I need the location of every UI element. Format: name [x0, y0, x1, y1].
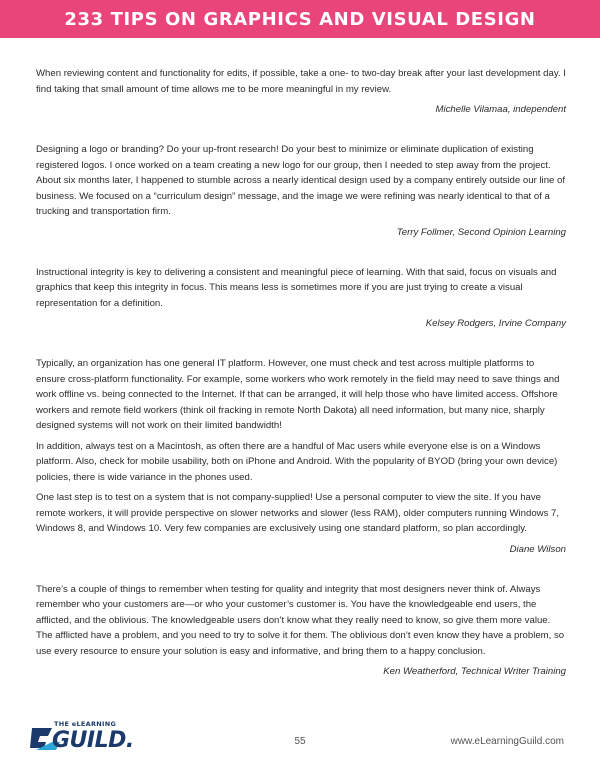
- elearning-guild-logo: [30, 718, 140, 762]
- tip-item: [36, 265, 566, 332]
- logo-small-text: THE eLEARNING: [54, 720, 117, 728]
- tip-item: [36, 582, 566, 680]
- tip-paragraph: When reviewing content and functionality for edits, if possible, take a one- to two-day break after your last development day. I find taking that small amount of time allows me to be more meaningful in my review.: [36, 68, 566, 95]
- tip-attribution: Michelle Vilamaa, independent: [435, 104, 566, 115]
- tip-paragraph: Typically, an organization has one general IT platform. However, one must check and test across multiple platforms to ensure cross-platform functionality. For example, some workers who work remotely in the field may need to save things and work offline vs. being connected to the Internet. If that can be arranged, it will help those who have limited access. Offshore workers and remote field workers (think oil fracking in remote North Dakota) all need information, but many nice, sharply designed systems will not work on their limited bandwidth!: [36, 358, 560, 431]
- tip-paragraph: There’s a couple of things to remember when testing for quality and integrity that most designers never think of. Always remember who your customers are—or who your customer’s customer is. You have the knowledgeable end users, the afflicted, and the oblivious. The knowledgeable users don’t know what they really need to know, so give them more value. The afflicted have a problem, and you need to try to solve it for them. The oblivious don’t even know they have a problem, so use every resource to ensure your solution is easy and informative, and bring them to a happy conclusion.: [36, 583, 565, 657]
- tip-attribution: Diane Wilson: [509, 543, 566, 555]
- tip-item: [36, 66, 566, 117]
- tip-attribution: Kelsey Rodgers, Irvine Company: [425, 318, 566, 329]
- page-title: 233 TIPS ON GRAPHICS AND VISUAL DESIGN: [64, 8, 536, 30]
- tip-item: [36, 142, 566, 240]
- website-link[interactable]: www.eLearningGuild.com: [450, 736, 564, 747]
- tip-item: [36, 356, 566, 557]
- tip-paragraph: One last step is to test on a system that is not company-supplied! Use a personal computer to view the site. If you have remote workers, it will provide perspective on slower networks and slower (less RAM), older computers running Windows 7, Windows 8, and Windows 10. Very few companies are exclusively using one standard platform, so plan accordingly.: [36, 492, 560, 534]
- tip-paragraph: Instructional integrity is key to delivering a consistent and meaningful piece of learning. With that said, focus on visuals and graphics that keep this integrity in focus. This means less is sometimes more if you are just trying to create a visual representation for a definition.: [36, 266, 557, 309]
- logo-big-text: GUILD.: [52, 728, 134, 753]
- tip-paragraph: Designing a logo or branding? Do your up-front research! Do your best to minimize or eliminate duplication of existing registered logos. I once worked on a team creating a new logo for our group, then I needed to step away from the project. About six months later, I happened to stumble across a nearly identical design used by a company entirely outside our line of business. We focused on a “curriculum design” message, and the image we were refining was nearly identical to that of a trucking and transportation firm.: [36, 144, 566, 217]
- header-banner: [0, 0, 600, 38]
- tip-paragraph: In addition, always test on a Macintosh, as often there are a handful of Mac users while everyone else is on a Windows platform. Also, check for mobile usability, both on iPhone and Android. With the popularity of BYOD (bring your own device) policies, there is wide variance in the phones used.: [36, 440, 558, 483]
- page-footer: [0, 712, 600, 762]
- tips-content: [36, 66, 566, 704]
- tip-attribution: Terry Follmer, Second Opinion Learning: [396, 226, 566, 238]
- page-number: 55: [294, 736, 306, 747]
- tip-attribution: Ken Weatherford, Technical Writer Training: [383, 666, 566, 677]
